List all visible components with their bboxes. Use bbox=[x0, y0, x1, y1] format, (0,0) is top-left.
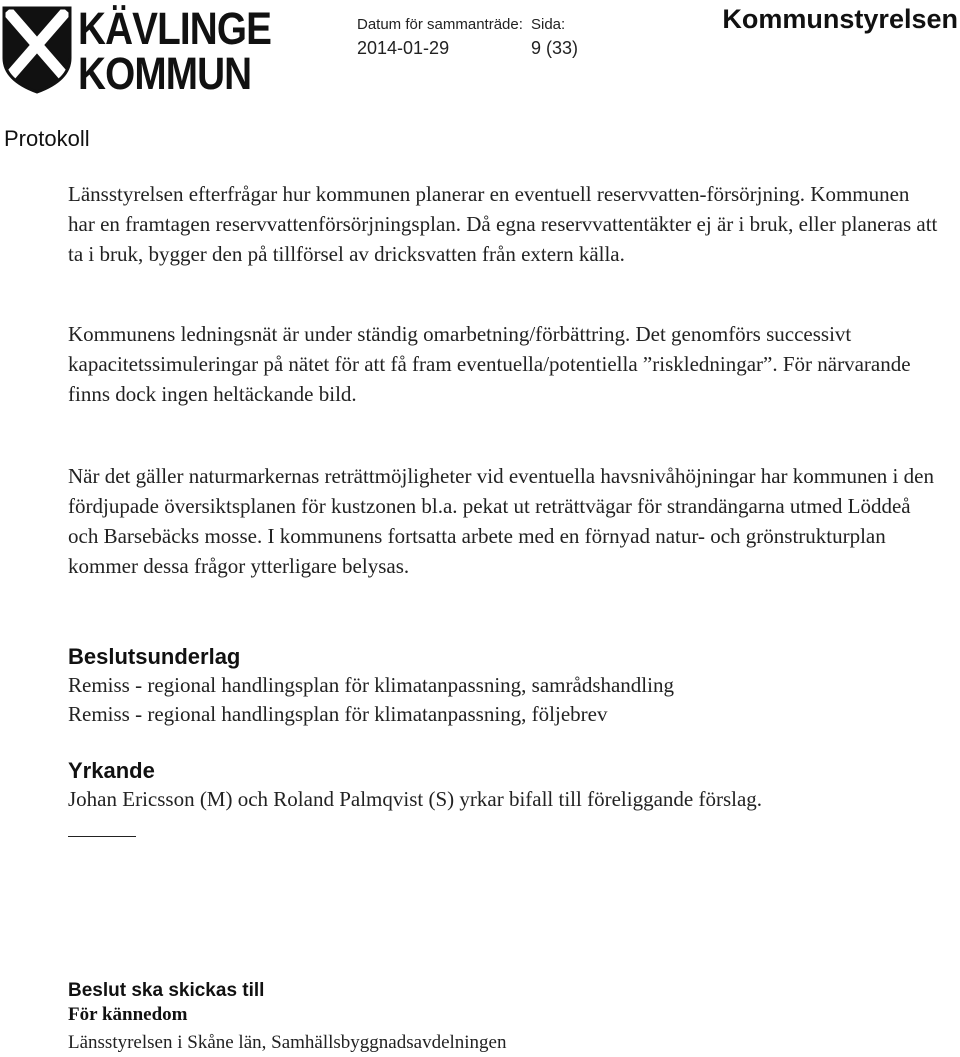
meeting-date-value: 2014-01-29 bbox=[357, 38, 450, 58]
beslutsunderlag-item: Remiss - regional handlingsplan för klimatanpassning, samrådshandling bbox=[68, 673, 674, 697]
municipal-cross-shield-icon bbox=[2, 6, 72, 94]
yrkande-heading: Yrkande bbox=[68, 758, 155, 783]
body-paragraph-ledningsnat: Kommunens ledningsnät är under ständig omarbetning/förbättring. Det genomförs successivt kapacitetssimuleringar på nätet för att få fram eventuella/potentiella ”riskledningar”. För närvarande finns dock ingen heltäckande bild. bbox=[68, 322, 911, 406]
body-paragraph-naturmarker: När det gäller naturmarkernas reträttmöjligheter vid eventuella havsnivåhöjningar har kommunen i den fördjupade översiktsplanen för kustzonen bl.a. pekat ut reträttvägar för strandängarna utmed Löddeå och Barsebäcks mosse. I kommunens fortsatta arbete med en förnyad natur- och grönstrukturplan kommer dessa frågor ytterligare belysas. bbox=[68, 464, 934, 578]
meeting-date-label: Datum för sammanträde: bbox=[357, 16, 523, 33]
document-type: Protokoll bbox=[4, 126, 90, 151]
document-header bbox=[0, 0, 960, 100]
distribution-recipient: Länsstyrelsen i Skåne län, Samhällsbyggnadsavdelningen bbox=[68, 1032, 507, 1053]
page-number-value: 9 (33) bbox=[531, 38, 579, 58]
logo-text-line1: KÄVLINGE bbox=[78, 3, 272, 54]
beslutsunderlag-item: Remiss - regional handlingsplan för klimatanpassning, följebrev bbox=[68, 702, 608, 726]
page-label: Sida: bbox=[531, 16, 566, 33]
kavlinge-kommun-logo bbox=[2, 3, 272, 99]
section-divider bbox=[68, 836, 136, 837]
logo-text-line2: KOMMUN bbox=[78, 48, 252, 99]
yrkande-text: Johan Ericsson (M) och Roland Palmqvist (S) yrkar bifall till föreliggande förslag. bbox=[68, 787, 763, 811]
distribution-heading: Beslut ska skickas till bbox=[68, 980, 265, 1001]
for-kannedom-label: För kännedom bbox=[68, 1004, 188, 1025]
body-paragraph-reservvatten: Länsstyrelsen efterfrågar hur kommunen planerar en eventuell reservvatten-försörjning. Kommunen har en framtagen reservvattenförsörjningsplan. Då egna reservvattentäkter ej är i bruk, eller planeras att ta i bruk, bygger den på tillförsel av dricksvatten från extern källa. bbox=[68, 182, 938, 266]
beslutsunderlag-heading: Beslutsunderlag bbox=[68, 644, 241, 669]
organization-name: Kommunstyrelsen bbox=[722, 4, 958, 34]
